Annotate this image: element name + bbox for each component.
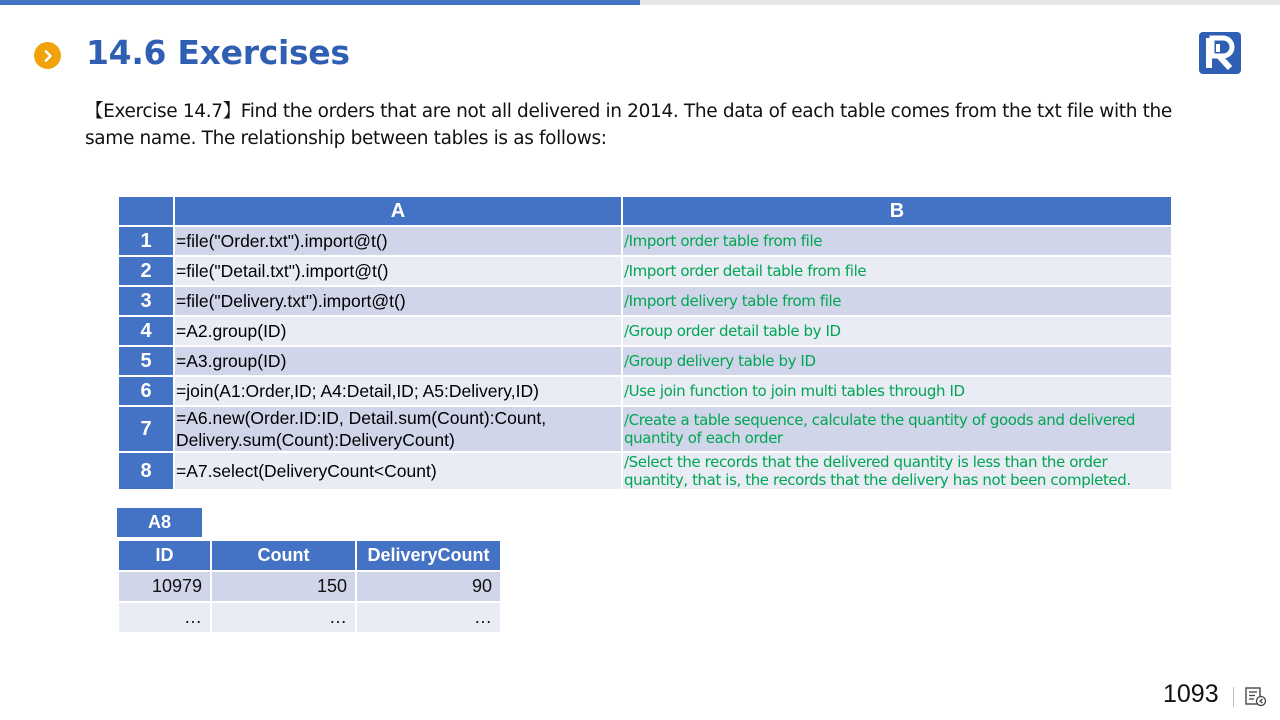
cell-a7[interactable]: =A6.new(Order.ID:ID, Detail.sum(Count):Count, Delivery.sum(Count):DeliveryCount) xyxy=(174,406,622,452)
table-row xyxy=(118,571,501,602)
cell-a2[interactable]: =file("Detail.txt").import@t() xyxy=(174,256,622,286)
slide-nav-icon[interactable] xyxy=(1245,687,1267,707)
code-row-8 xyxy=(118,452,1172,490)
cell-b7[interactable]: /Create a table sequence, calculate the quantity of goods and delivered quantity of each order xyxy=(622,406,1172,452)
row-number[interactable]: 2 xyxy=(118,256,174,286)
row-number[interactable]: 3 xyxy=(118,286,174,316)
cell-b8[interactable]: /Select the records that the delivered quantity is less than the order quantity, that is, the records that the delivery has not been completed. xyxy=(622,452,1172,490)
row-number[interactable]: 7 xyxy=(118,406,174,452)
code-row-5 xyxy=(118,346,1172,376)
cell-count: … xyxy=(211,602,356,633)
code-row-2 xyxy=(118,256,1172,286)
progress-bar xyxy=(0,0,640,5)
cell-a4[interactable]: =A2.group(ID) xyxy=(174,316,622,346)
cell-b6[interactable]: /Use join function to join multi tables through ID xyxy=(622,376,1172,406)
result-cell-label: A8 xyxy=(117,508,202,537)
cell-b5[interactable]: /Group delivery table by ID xyxy=(622,346,1172,376)
column-header-b[interactable]: B xyxy=(622,196,1172,226)
row-number[interactable]: 8 xyxy=(118,452,174,490)
cell-a1[interactable]: =file("Order.txt").import@t() xyxy=(174,226,622,256)
code-row-4 xyxy=(118,316,1172,346)
row-number[interactable]: 1 xyxy=(118,226,174,256)
column-header-a[interactable]: A xyxy=(174,196,622,226)
code-table-header xyxy=(118,196,1172,226)
code-row-3 xyxy=(118,286,1172,316)
code-row-6 xyxy=(118,376,1172,406)
cell-id: … xyxy=(118,602,211,633)
cell-a6[interactable]: =join(A1:Order,ID; A4:Detail,ID; A5:Delivery,ID) xyxy=(174,376,622,406)
row-number[interactable]: 5 xyxy=(118,346,174,376)
cell-a3[interactable]: =file("Delivery.txt").import@t() xyxy=(174,286,622,316)
exercise-description: 【Exercise 14.7】Find the orders that are not all delivered in 2014. The data of each table comes from the txt file with the same name. The relationship between tables is as follows: xyxy=(85,101,1172,149)
cell-b3[interactable]: /Import delivery table from file xyxy=(622,286,1172,316)
corner-cell xyxy=(118,196,174,226)
column-header-id: ID xyxy=(118,540,211,571)
code-row-1 xyxy=(118,226,1172,256)
row-number[interactable]: 4 xyxy=(118,316,174,346)
cell-a5[interactable]: =A3.group(ID) xyxy=(174,346,622,376)
cell-a8[interactable]: =A7.select(DeliveryCount<Count) xyxy=(174,452,622,490)
page-number: 1093 xyxy=(1163,680,1219,708)
table-row xyxy=(118,602,501,633)
column-header-count: Count xyxy=(211,540,356,571)
chevron-right-icon xyxy=(34,42,61,69)
cell-b4[interactable]: /Group order detail table by ID xyxy=(622,316,1172,346)
cell-deliverycount: 90 xyxy=(356,571,501,602)
cell-b2[interactable]: /Import order detail table from file xyxy=(622,256,1172,286)
cell-id: 10979 xyxy=(118,571,211,602)
result-table xyxy=(117,539,502,634)
cell-b1[interactable]: /Import order table from file xyxy=(622,226,1172,256)
progress-track xyxy=(0,0,1280,5)
footer-divider xyxy=(1233,687,1234,707)
result-header-row xyxy=(118,540,501,571)
row-number[interactable]: 6 xyxy=(118,376,174,406)
raqsoft-logo-icon xyxy=(1199,32,1241,74)
cell-count: 150 xyxy=(211,571,356,602)
page-title: 14.6 Exercises xyxy=(86,33,350,72)
column-header-deliverycount: DeliveryCount xyxy=(356,540,501,571)
code-row-7 xyxy=(118,406,1172,452)
cell-deliverycount: … xyxy=(356,602,501,633)
code-table xyxy=(117,195,1173,491)
